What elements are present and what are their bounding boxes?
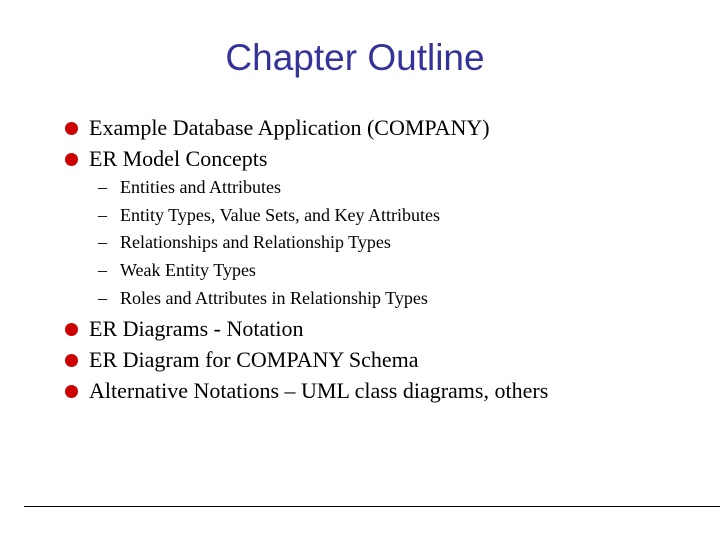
dash-bullet: – — [98, 288, 107, 308]
outline-item-label: ER Diagrams - Notation — [89, 316, 304, 341]
red-bullet-icon — [65, 153, 78, 166]
outline-item-label: ER Model Concepts — [89, 146, 268, 171]
slide-title: Chapter Outline — [225, 37, 485, 78]
red-bullet-icon — [65, 122, 78, 135]
dash-bullet: – — [98, 205, 107, 225]
dash-bullet: – — [98, 260, 107, 280]
dash-bullet: – — [98, 177, 107, 197]
red-bullet-icon — [65, 354, 78, 367]
outline-subitem-label: Entities and Attributes — [120, 177, 281, 197]
outline-subitem-label: Weak Entity Types — [120, 260, 256, 280]
dash-bullet: – — [98, 232, 107, 252]
red-bullet-icon — [65, 323, 78, 336]
outline-item-label: Example Database Application (COMPANY) — [89, 115, 490, 140]
footer-divider — [24, 506, 720, 507]
outline-subitem-label: Roles and Attributes in Relationship Types — [120, 288, 428, 308]
outline-item-label: Alternative Notations – UML class diagrams, others — [89, 378, 549, 403]
outline-subitem-label: Entity Types, Value Sets, and Key Attributes — [120, 205, 441, 225]
outline-item-label: ER Diagram for COMPANY Schema — [89, 347, 419, 372]
outline-subitem-label: Relationships and Relationship Types — [120, 232, 391, 252]
red-bullet-icon — [65, 385, 78, 398]
